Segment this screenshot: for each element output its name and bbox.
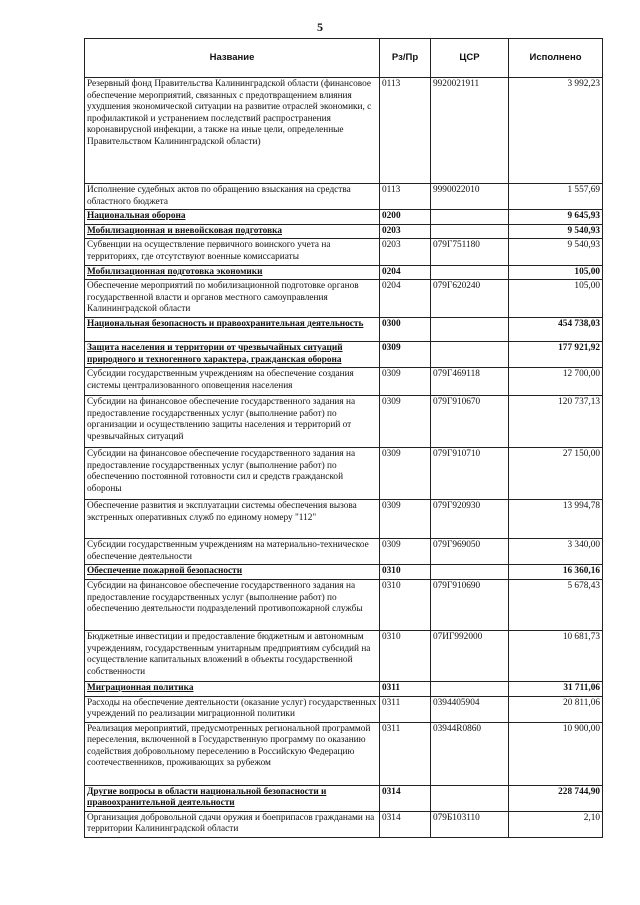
table-row <box>85 280 603 318</box>
row-rzpr-cell: 0309 <box>380 500 431 539</box>
budget-execution-table <box>84 38 603 838</box>
row-csr-cell: 079Г910710 <box>431 448 509 500</box>
row-name-cell: Обеспечение развития и эксплуатации системы обеспечения вызова экстренных оперативных служб по единому номеру "112" <box>85 500 380 539</box>
row-rzpr-cell: 0203 <box>380 224 431 239</box>
row-csr-cell: 079Г910690 <box>431 579 509 630</box>
row-csr-cell <box>431 224 509 239</box>
row-name-cell: Субсидии на финансовое обеспечение государственного задания на предоставление государственных услуг (выполнение работ) по организации и осуществлению защиты населения и территорий от чрезвычайных ситуаций <box>85 396 380 448</box>
row-name-cell: Расходы на обеспечение деятельности (оказание услуг) государственных учреждений по реализации миграционной политики <box>85 696 380 722</box>
row-executed-cell: 31 711,06 <box>509 681 603 696</box>
row-name-cell: Субсидии на финансовое обеспечение государственного задания на предоставление государственных услуг (выполнение работ) по обеспечению постоянной готовности сил и средств гражданской обороны <box>85 448 380 500</box>
table-row <box>85 785 603 811</box>
row-name-cell: Субсидии на финансовое обеспечение государственного задания на предоставление государственных услуг (выполнение работ) по обеспечению деятельности подразделений противопожарной службы <box>85 579 380 630</box>
table-row <box>85 500 603 539</box>
row-csr-cell: 9920021911 <box>431 78 509 184</box>
column-header-csr: ЦСР <box>431 39 509 78</box>
row-executed-cell: 5 678,43 <box>509 579 603 630</box>
row-executed-cell: 13 994,78 <box>509 500 603 539</box>
row-rzpr-cell: 0311 <box>380 681 431 696</box>
table-row <box>85 448 603 500</box>
row-csr-cell <box>431 565 509 580</box>
column-header-executed: Исполнено <box>509 39 603 78</box>
row-csr-cell: 079Г620240 <box>431 280 509 318</box>
row-rzpr-cell: 0309 <box>380 539 431 565</box>
row-name-cell: Субвенции на осуществление первичного воинского учета на территориях, где отсутствуют военные комиссариаты <box>85 239 380 265</box>
row-csr-cell <box>431 341 509 367</box>
row-executed-cell: 9 540,93 <box>509 224 603 239</box>
table-row <box>85 811 603 837</box>
row-csr-cell <box>431 317 509 341</box>
row-csr-cell: 07ИГ992000 <box>431 630 509 681</box>
row-csr-cell <box>431 210 509 225</box>
table-header-row <box>85 39 603 78</box>
table-row <box>85 239 603 265</box>
row-executed-cell: 120 737,13 <box>509 396 603 448</box>
row-executed-cell: 2,10 <box>509 811 603 837</box>
row-rzpr-cell: 0309 <box>380 448 431 500</box>
row-csr-cell <box>431 265 509 280</box>
table-row <box>85 539 603 565</box>
table-row <box>85 265 603 280</box>
row-name-cell: Субсидии государственным учреждениям на обеспечение создания системы централизованного оповещения населения <box>85 368 380 396</box>
row-rzpr-cell: 0204 <box>380 280 431 318</box>
row-executed-cell: 12 700,00 <box>509 368 603 396</box>
row-executed-cell: 228 744,90 <box>509 785 603 811</box>
row-executed-cell: 3 992,23 <box>509 78 603 184</box>
row-name-cell: Мобилизационная и вневойсковая подготовка <box>85 224 380 239</box>
row-executed-cell: 105,00 <box>509 280 603 318</box>
row-name-cell: Исполнение судебных актов по обращению взыскания на средства областного бюджета <box>85 184 380 210</box>
row-csr-cell: 079Г969050 <box>431 539 509 565</box>
row-csr-cell: 079Г469118 <box>431 368 509 396</box>
row-rzpr-cell: 0204 <box>380 265 431 280</box>
table-row <box>85 317 603 341</box>
row-executed-cell: 27 150,00 <box>509 448 603 500</box>
row-csr-cell <box>431 681 509 696</box>
row-csr-cell: 03944R0860 <box>431 722 509 785</box>
row-csr-cell: 079Г920930 <box>431 500 509 539</box>
row-executed-cell: 9 645,93 <box>509 210 603 225</box>
row-name-cell: Бюджетные инвестиции и предоставление бюджетным и автономным учреждениям, государственным унитарным предприятиям субсидий на осуществление капитальных вложений в объекты государственной собственности <box>85 630 380 681</box>
row-executed-cell: 10 900,00 <box>509 722 603 785</box>
row-name-cell: Реализация мероприятий, предусмотренных региональной программой переселения, включенной в Государственную программу по оказанию содействия добровольному переселению в Российскую Федерацию соотечественников, проживающих за рубежом <box>85 722 380 785</box>
row-rzpr-cell: 0200 <box>380 210 431 225</box>
row-executed-cell: 16 360,16 <box>509 565 603 580</box>
table-row <box>85 722 603 785</box>
row-executed-cell: 3 340,00 <box>509 539 603 565</box>
column-header-rzpr: Рз/Пр <box>380 39 431 78</box>
table-row <box>85 696 603 722</box>
row-rzpr-cell: 0309 <box>380 368 431 396</box>
row-name-cell: Обеспечение пожарной безопасности <box>85 565 380 580</box>
table-row <box>85 78 603 184</box>
row-csr-cell <box>431 785 509 811</box>
row-rzpr-cell: 0314 <box>380 785 431 811</box>
column-header-name: Название <box>85 39 380 78</box>
row-executed-cell: 454 738,03 <box>509 317 603 341</box>
row-rzpr-cell: 0311 <box>380 696 431 722</box>
table-row <box>85 565 603 580</box>
row-rzpr-cell: 0314 <box>380 811 431 837</box>
row-csr-cell: 0394405904 <box>431 696 509 722</box>
row-rzpr-cell: 0300 <box>380 317 431 341</box>
row-csr-cell: 9990022010 <box>431 184 509 210</box>
row-name-cell: Национальная безопасность и правоохранительная деятельность <box>85 317 380 341</box>
row-rzpr-cell: 0203 <box>380 239 431 265</box>
table-row <box>85 184 603 210</box>
row-name-cell: Организация добровольной сдачи оружия и боеприпасов гражданами на территории Калининградской области <box>85 811 380 837</box>
table-row <box>85 579 603 630</box>
row-executed-cell: 105,00 <box>509 265 603 280</box>
table-row <box>85 630 603 681</box>
row-csr-cell: 079Г910670 <box>431 396 509 448</box>
row-name-cell: Другие вопросы в области национальной безопасности и правоохранительной деятельности <box>85 785 380 811</box>
row-name-cell: Обеспечение мероприятий по мобилизационной подготовке органов государственной власти и органов местного самоуправления Калининградской области <box>85 280 380 318</box>
row-rzpr-cell: 0113 <box>380 184 431 210</box>
row-rzpr-cell: 0311 <box>380 722 431 785</box>
row-executed-cell: 10 681,73 <box>509 630 603 681</box>
row-name-cell: Субсидии государственным учреждениям на материально-техническое обеспечение деятельности <box>85 539 380 565</box>
row-name-cell: Резервный фонд Правительства Калининградской области (финансовое обеспечение мероприятий, связанных с предотвращением влияния ухудшения экономической ситуации на развитие отраслей экономики, с профилактикой и устранением последствий распространения коронавирусной инфекции, а также на иные цели, определенные Правительством Калининградской области) <box>85 78 380 184</box>
row-executed-cell: 1 557,69 <box>509 184 603 210</box>
row-rzpr-cell: 0310 <box>380 565 431 580</box>
row-csr-cell: 079Б103110 <box>431 811 509 837</box>
row-name-cell: Мобилизационная подготовка экономики <box>85 265 380 280</box>
page-number: 5 <box>317 20 323 34</box>
row-rzpr-cell: 0310 <box>380 630 431 681</box>
row-executed-cell: 20 811,06 <box>509 696 603 722</box>
table-row <box>85 224 603 239</box>
table-row <box>85 341 603 367</box>
row-rzpr-cell: 0310 <box>380 579 431 630</box>
table-row <box>85 368 603 396</box>
row-rzpr-cell: 0309 <box>380 341 431 367</box>
table-row <box>85 210 603 225</box>
row-rzpr-cell: 0113 <box>380 78 431 184</box>
row-name-cell: Защита населения и территории от чрезвычайных ситуаций природного и техногенного характера, гражданская оборона <box>85 341 380 367</box>
table-body <box>85 78 603 838</box>
row-rzpr-cell: 0309 <box>380 396 431 448</box>
table-row <box>85 396 603 448</box>
row-name-cell: Национальная оборона <box>85 210 380 225</box>
row-csr-cell: 079Г751180 <box>431 239 509 265</box>
row-executed-cell: 177 921,92 <box>509 341 603 367</box>
row-name-cell: Миграционная политика <box>85 681 380 696</box>
table-row <box>85 681 603 696</box>
row-executed-cell: 9 540,93 <box>509 239 603 265</box>
